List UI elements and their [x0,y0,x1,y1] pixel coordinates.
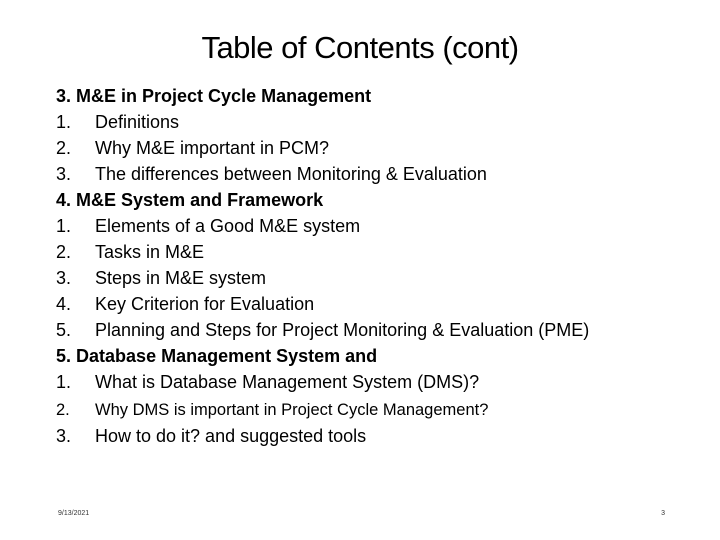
item-text: Tasks in M&E [95,242,205,262]
item-number: 2. [56,242,72,262]
list-item [56,265,696,291]
section-heading [56,187,696,213]
list-item [56,317,696,343]
section-title: M&E System and Framework [76,190,324,210]
section-number: 4. [56,190,72,210]
section-heading [56,83,696,109]
item-number: 5. [56,320,72,340]
item-number: 1. [56,216,72,236]
list-item [56,291,696,317]
item-text: Why DMS is important in Project Cycle Management? [95,401,489,419]
list-item [56,161,696,187]
list-item [56,213,696,239]
item-number: 1. [56,112,72,132]
footer-date: 9/13/2021 [58,510,90,517]
item-text: What is Database Management System (DMS)? [95,372,480,392]
section-number: 3. [56,86,72,106]
item-number: 1. [56,372,72,392]
list-item [56,397,696,423]
item-number: 3. [56,268,72,288]
list-item [56,239,696,265]
item-number: 2. [56,138,72,158]
item-text: Elements of a Good M&E system [95,216,361,236]
item-text: How to do it? and suggested tools [95,426,367,446]
item-number: 2. [56,401,70,419]
slide-title: Table of Contents (cont) [201,30,519,65]
item-text: The differences between Monitoring & Evaluation [95,164,487,184]
table-of-contents [56,83,696,449]
item-text: Why M&E important in PCM? [95,138,330,158]
item-text: Definitions [95,112,180,132]
item-number: 4. [56,294,72,314]
section-number: 5. [56,346,72,366]
item-text: Key Criterion for Evaluation [95,294,315,314]
item-number: 3. [56,426,72,446]
list-item [56,109,696,135]
list-item [56,369,696,395]
list-item [56,135,696,161]
item-text: Steps in M&E system [95,268,267,288]
section-title: M&E in Project Cycle Management [76,86,372,106]
list-item [56,423,696,449]
page-number: 3 [661,510,665,517]
section-heading [56,343,696,369]
section-title: Database Management System and [76,346,378,366]
item-number: 3. [56,164,72,184]
item-text: Planning and Steps for Project Monitoring & Evaluation (PME) [95,320,590,340]
